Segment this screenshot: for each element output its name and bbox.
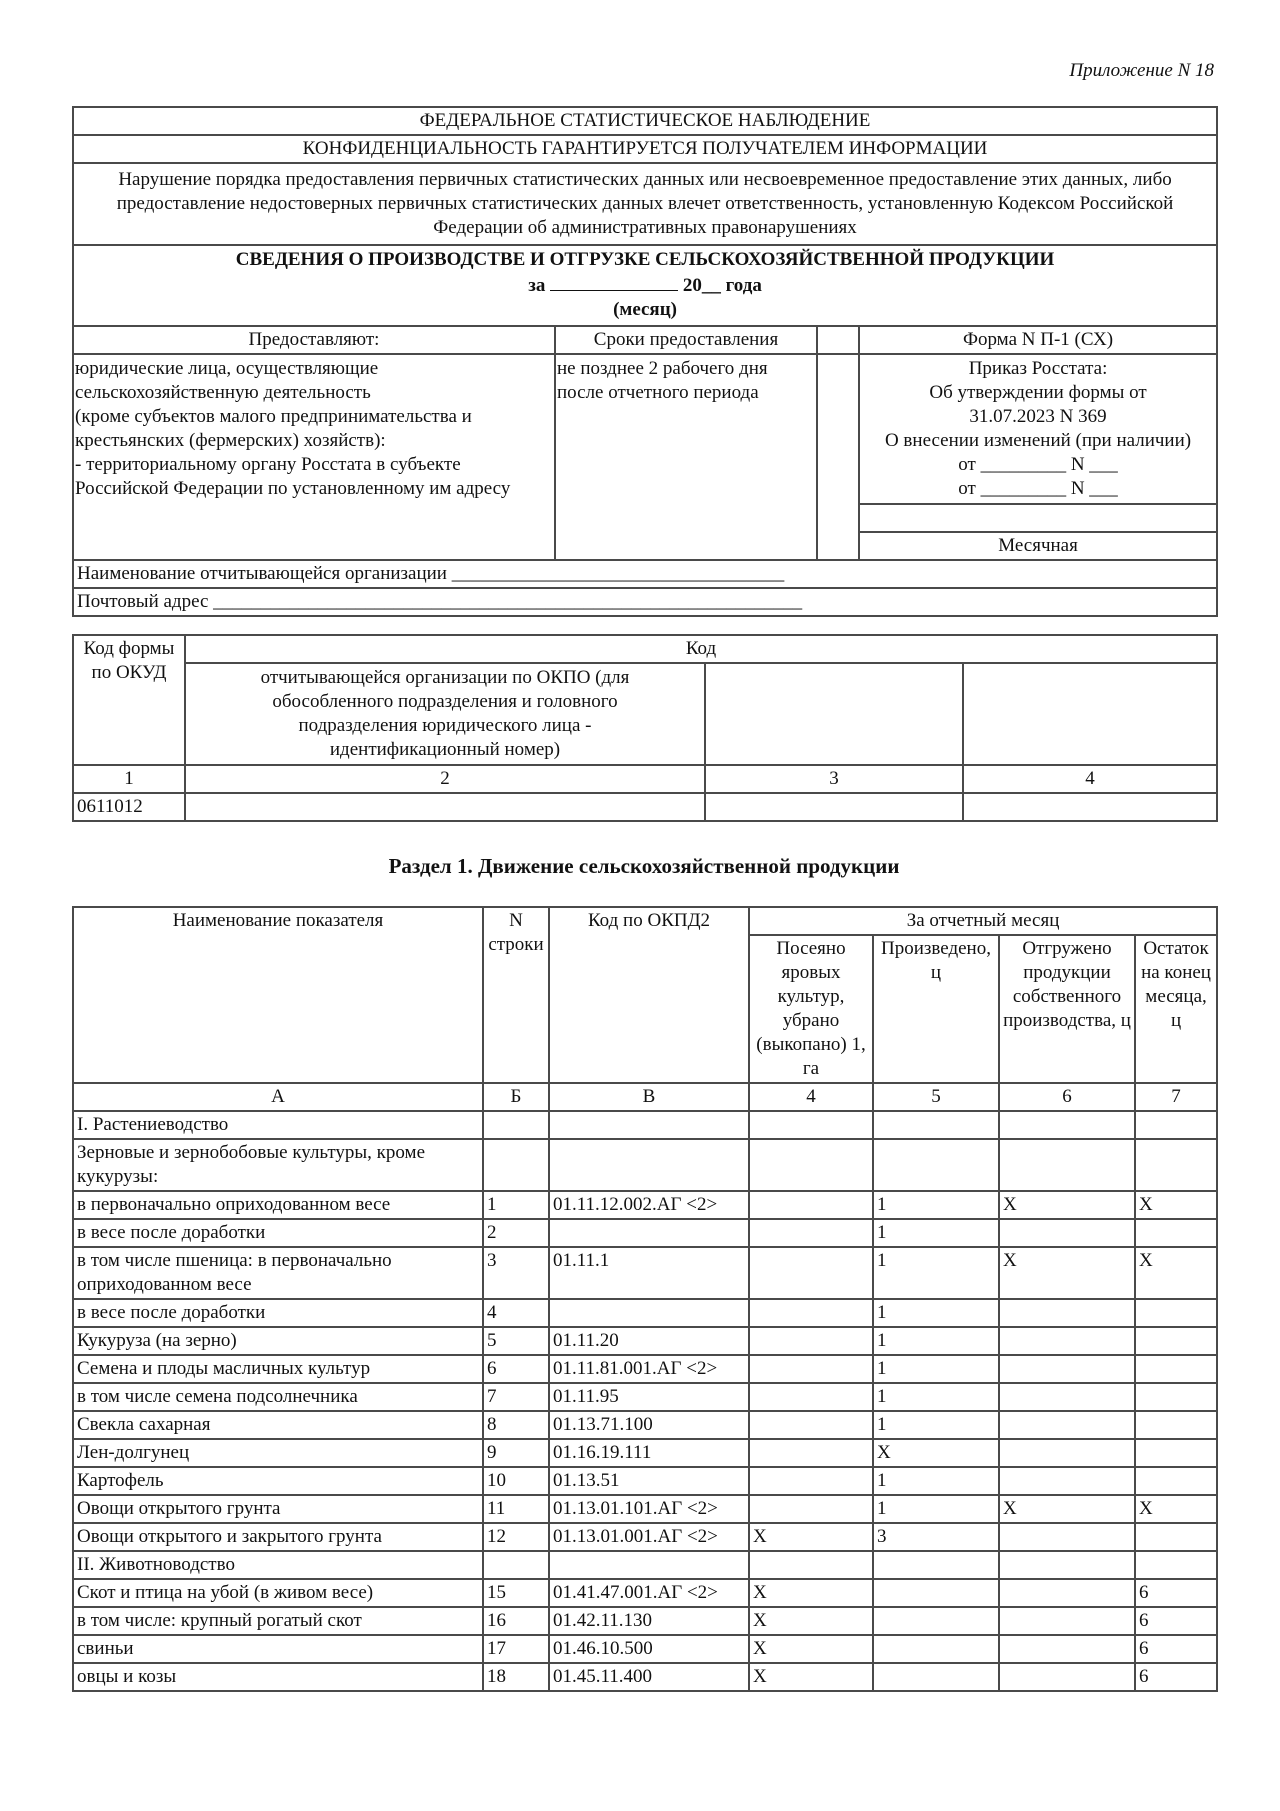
- th-okpd: Код по ОКПД2: [549, 907, 749, 1083]
- who-line: (кроме субъектов малого предпринимательства и: [75, 406, 472, 427]
- row-name: в первоначально оприходованном весе: [73, 1191, 483, 1219]
- period-line: [78, 272, 1212, 298]
- who-label: Предоставляют:: [73, 326, 555, 354]
- row-number: 15: [483, 1579, 549, 1607]
- row-produced[interactable]: [873, 1111, 999, 1139]
- org-name-field[interactable]: Наименование отчитывающейся организации ___________________________________: [73, 560, 1217, 588]
- row-produced: 3: [873, 1523, 999, 1551]
- row-name: Овощи открытого и закрытого грунта: [73, 1523, 483, 1551]
- row-sown[interactable]: [749, 1299, 873, 1327]
- row-remainder[interactable]: [1135, 1467, 1217, 1495]
- who-line: сельскохозяйственную деятельность: [75, 382, 371, 403]
- row-number: 18: [483, 1663, 549, 1691]
- liability-warning: Нарушение порядка предоставления первичных статистических данных или несвоевременное предоставление этих данных, либо предоставление недостоверных первичных статистических данных влечет ответственность, установленную Кодексом Российской Федерации об административных правонарушениях: [73, 163, 1217, 245]
- row-name: в весе после доработки: [73, 1219, 483, 1247]
- row-name: Лен-долгунец: [73, 1439, 483, 1467]
- row-shipped[interactable]: [999, 1411, 1135, 1439]
- column-letter: А: [73, 1083, 483, 1111]
- spacer-cell: [817, 354, 859, 560]
- row-okpd-code: 01.11.95: [549, 1383, 749, 1411]
- row-name: Картофель: [73, 1467, 483, 1495]
- th-month: За отчетный месяц: [749, 907, 1217, 935]
- who-line: юридические лица, осуществляющие: [75, 358, 379, 379]
- col-num: 4: [963, 765, 1217, 793]
- form-title: СВЕДЕНИЯ О ПРОИЗВОДСТВЕ И ОТГРУЗКЕ СЕЛЬСКОХОЗЯЙСТВЕННОЙ ПРОДУКЦИИ: [235, 249, 1055, 270]
- row-shipped[interactable]: [999, 1663, 1135, 1691]
- order-line: от _________ N ___: [958, 454, 1118, 475]
- table-row: [73, 1523, 1217, 1551]
- row-name: Зерновые и зернобобовые культуры, кроме кукурузы:: [73, 1139, 483, 1191]
- table-row: [73, 1299, 1217, 1327]
- form-label: Форма N П-1 (СХ): [859, 326, 1217, 354]
- row-remainder: 6: [1135, 1579, 1217, 1607]
- row-name: Семена и плоды масличных культур: [73, 1355, 483, 1383]
- row-name: в том числе семена подсолнечника: [73, 1383, 483, 1411]
- deadline-line: не позднее 2 рабочего дня: [557, 358, 768, 379]
- row-shipped[interactable]: [999, 1467, 1135, 1495]
- row-okpd-code: 01.11.1: [549, 1247, 749, 1299]
- row-shipped: X: [999, 1191, 1135, 1219]
- row-okpd-code: [549, 1111, 749, 1139]
- spacer-cell: [817, 326, 859, 354]
- table-row: [73, 1439, 1217, 1467]
- row-produced[interactable]: [873, 1551, 999, 1579]
- row-number: 16: [483, 1607, 549, 1635]
- row-number: 12: [483, 1523, 549, 1551]
- column-letter: В: [549, 1083, 749, 1111]
- row-sown: X: [749, 1523, 873, 1551]
- order-line: О внесении изменений (при наличии): [884, 430, 1192, 451]
- column-letters-row: [73, 1083, 1217, 1111]
- row-remainder[interactable]: [1135, 1327, 1217, 1355]
- row-remainder: X: [1135, 1495, 1217, 1523]
- row-produced: 1: [873, 1383, 999, 1411]
- row-okpd-code: 01.13.51: [549, 1467, 749, 1495]
- row-produced: 1: [873, 1191, 999, 1219]
- row-remainder[interactable]: [1135, 1383, 1217, 1411]
- period-prefix: за: [528, 275, 546, 296]
- postal-address-field[interactable]: Почтовый адрес ______________________________________________________________: [73, 588, 1217, 616]
- row-name: свиньи: [73, 1635, 483, 1663]
- row-number: 11: [483, 1495, 549, 1523]
- row-number: 9: [483, 1439, 549, 1467]
- code-col-3: [705, 663, 963, 765]
- row-produced: X: [873, 1439, 999, 1467]
- row-name: Овощи открытого грунта: [73, 1495, 483, 1523]
- row-number: 3: [483, 1247, 549, 1299]
- blank-cell: [859, 504, 1217, 532]
- row-okpd-code: [549, 1139, 749, 1191]
- row-shipped[interactable]: [999, 1383, 1135, 1411]
- row-sown: X: [749, 1607, 873, 1635]
- deadline-text: [555, 354, 817, 560]
- row-shipped[interactable]: [999, 1219, 1135, 1247]
- row-remainder[interactable]: [1135, 1411, 1217, 1439]
- row-sown[interactable]: [749, 1355, 873, 1383]
- row-produced: 1: [873, 1411, 999, 1439]
- period-month-label: (месяц): [613, 299, 677, 320]
- code-input-3[interactable]: [705, 793, 963, 821]
- table-row: [73, 1111, 1217, 1139]
- row-remainder: 6: [1135, 1607, 1217, 1635]
- code-col-4: [963, 663, 1217, 765]
- row-shipped[interactable]: [999, 1523, 1135, 1551]
- row-remainder[interactable]: [1135, 1355, 1217, 1383]
- month-blank[interactable]: [550, 272, 678, 291]
- who-line: - территориальному органу Росстата в субъекте: [75, 454, 461, 475]
- order-line: Об утверждении формы от: [929, 382, 1147, 403]
- column-letter: Б: [483, 1083, 549, 1111]
- row-okpd-code: [549, 1299, 749, 1327]
- row-okpd-code: 01.16.19.111: [549, 1439, 749, 1467]
- row-sown[interactable]: [749, 1219, 873, 1247]
- row-shipped[interactable]: [999, 1635, 1135, 1663]
- row-okpd-code: [549, 1551, 749, 1579]
- row-produced: 1: [873, 1355, 999, 1383]
- okpo-label: отчитывающейся организации по ОКПО (для обособленного подразделения и головного подразделения юридического лица - идентификационный номер): [185, 663, 705, 765]
- row-remainder[interactable]: [1135, 1439, 1217, 1467]
- th-line: N строки: [483, 907, 549, 1083]
- th-shipped: Отгружено продукции собственного производства, ц: [999, 935, 1135, 1083]
- order-line: от _________ N ___: [958, 478, 1118, 499]
- row-name: в весе после доработки: [73, 1299, 483, 1327]
- row-shipped: X: [999, 1247, 1135, 1299]
- row-produced: 1: [873, 1495, 999, 1523]
- table-row: [73, 1635, 1217, 1663]
- table-row: [73, 1663, 1217, 1691]
- periodicity: Месячная: [859, 532, 1217, 560]
- table-row: [73, 1327, 1217, 1355]
- row-sown: X: [749, 1635, 873, 1663]
- row-number: 10: [483, 1467, 549, 1495]
- row-sown: X: [749, 1663, 873, 1691]
- row-okpd-code: 01.41.47.001.АГ <2>: [549, 1579, 749, 1607]
- row-okpd-code: 01.13.71.100: [549, 1411, 749, 1439]
- row-produced: 1: [873, 1247, 999, 1299]
- table-row: [73, 1467, 1217, 1495]
- row-remainder[interactable]: [1135, 1299, 1217, 1327]
- table-row: [73, 1191, 1217, 1219]
- row-number: 5: [483, 1327, 549, 1355]
- who-text: [73, 354, 555, 560]
- table-row: [73, 1551, 1217, 1579]
- row-sown[interactable]: [749, 1247, 873, 1299]
- row-remainder: 6: [1135, 1635, 1217, 1663]
- row-sown[interactable]: [749, 1139, 873, 1191]
- table-row: [73, 1607, 1217, 1635]
- row-number: 6: [483, 1355, 549, 1383]
- column-letter: 7: [1135, 1083, 1217, 1111]
- federal-observation: ФЕДЕРАЛЬНОЕ СТАТИСТИЧЕСКОЕ НАБЛЮДЕНИЕ: [73, 107, 1217, 135]
- row-number: 4: [483, 1299, 549, 1327]
- col-num: 2: [185, 765, 705, 793]
- row-sown[interactable]: [749, 1383, 873, 1411]
- row-number: [483, 1551, 549, 1579]
- column-letter: 4: [749, 1083, 873, 1111]
- table-row: [73, 1579, 1217, 1607]
- row-name: II. Животноводство: [73, 1551, 483, 1579]
- section-title: Раздел 1. Движение сельскохозяйственной продукции: [388, 854, 900, 878]
- row-okpd-code: 01.11.12.002.АГ <2>: [549, 1191, 749, 1219]
- row-sown[interactable]: [749, 1191, 873, 1219]
- row-okpd-code: 01.46.10.500: [549, 1635, 749, 1663]
- deadline-label: Сроки предоставления: [555, 326, 817, 354]
- deadline-line: после отчетного периода: [557, 382, 759, 403]
- row-number: [483, 1111, 549, 1139]
- code-input-4[interactable]: [963, 793, 1217, 821]
- code-label: Код: [185, 635, 1217, 663]
- row-produced: 1: [873, 1467, 999, 1495]
- row-sown[interactable]: [749, 1411, 873, 1439]
- row-remainder[interactable]: [1135, 1139, 1217, 1191]
- row-shipped[interactable]: [999, 1551, 1135, 1579]
- period-year: 20__ года: [682, 275, 762, 296]
- row-produced[interactable]: [873, 1579, 999, 1607]
- row-shipped[interactable]: [999, 1299, 1135, 1327]
- appendix-label: Приложение N 18: [1069, 60, 1214, 81]
- confidentiality: КОНФИДЕНЦИАЛЬНОСТЬ ГАРАНТИРУЕТСЯ ПОЛУЧАТЕЛЕМ ИНФОРМАЦИИ: [73, 135, 1217, 163]
- who-line: Российской Федерации по установленному им адресу: [75, 478, 511, 499]
- row-okpd-code: 01.11.81.001.АГ <2>: [549, 1355, 749, 1383]
- row-number: 17: [483, 1635, 549, 1663]
- row-remainder[interactable]: [1135, 1523, 1217, 1551]
- table-row: [73, 1411, 1217, 1439]
- row-name: в том числе: крупный рогатый скот: [73, 1607, 483, 1635]
- row-okpd-code: 01.42.11.130: [549, 1607, 749, 1635]
- okud-label: Код формы по ОКУД: [73, 635, 185, 765]
- row-okpd-code: 01.13.01.001.АГ <2>: [549, 1523, 749, 1551]
- row-shipped[interactable]: [999, 1139, 1135, 1191]
- th-produced: Произведено, ц: [873, 935, 999, 1083]
- row-shipped[interactable]: [999, 1439, 1135, 1467]
- row-shipped[interactable]: [999, 1607, 1135, 1635]
- row-sown[interactable]: [749, 1439, 873, 1467]
- row-shipped[interactable]: [999, 1111, 1135, 1139]
- column-letter: 5: [873, 1083, 999, 1111]
- row-remainder[interactable]: [1135, 1551, 1217, 1579]
- form-title-block: [73, 245, 1217, 326]
- table-row: [73, 1383, 1217, 1411]
- row-remainder: X: [1135, 1191, 1217, 1219]
- section1-table: [72, 906, 1218, 1692]
- row-name: Свекла сахарная: [73, 1411, 483, 1439]
- who-line: крестьянских (фермерских) хозяйств):: [75, 430, 386, 451]
- col-num: 3: [705, 765, 963, 793]
- order-line: Приказ Росстата:: [968, 358, 1108, 379]
- row-name: Скот и птица на убой (в живом весе): [73, 1579, 483, 1607]
- row-okpd-code: 01.11.20: [549, 1327, 749, 1355]
- row-okpd-code: 01.45.11.400: [549, 1663, 749, 1691]
- row-shipped[interactable]: [999, 1327, 1135, 1355]
- okpo-input[interactable]: [185, 793, 705, 821]
- column-letter: 6: [999, 1083, 1135, 1111]
- row-number: 7: [483, 1383, 549, 1411]
- row-remainder[interactable]: [1135, 1219, 1217, 1247]
- row-remainder: 6: [1135, 1663, 1217, 1691]
- table-row: [73, 1355, 1217, 1383]
- table-row: [73, 1495, 1217, 1523]
- row-produced[interactable]: [873, 1139, 999, 1191]
- row-shipped: X: [999, 1495, 1135, 1523]
- row-name: Кукуруза (на зерно): [73, 1327, 483, 1355]
- row-name: в том числе пшеница: в первоначально оприходованном весе: [73, 1247, 483, 1299]
- row-sown[interactable]: [749, 1111, 873, 1139]
- row-produced[interactable]: [873, 1607, 999, 1635]
- table-row: [73, 1247, 1217, 1299]
- okud-value: 0611012: [73, 793, 185, 821]
- th-sown: Посеяно яровых культур, убрано (выкопано) 1, га: [749, 935, 873, 1083]
- th-name: Наименование показателя: [73, 907, 483, 1083]
- row-name: I. Растениеводство: [73, 1111, 483, 1139]
- table-row: [73, 1139, 1217, 1191]
- table-row: [73, 1219, 1217, 1247]
- row-remainder: X: [1135, 1247, 1217, 1299]
- row-number: 8: [483, 1411, 549, 1439]
- form-header-table: [72, 106, 1218, 617]
- row-sown[interactable]: [749, 1467, 873, 1495]
- order-text: [859, 354, 1217, 504]
- row-number: 2: [483, 1219, 549, 1247]
- row-shipped[interactable]: [999, 1355, 1135, 1383]
- row-produced: 1: [873, 1327, 999, 1355]
- row-sown: X: [749, 1579, 873, 1607]
- codes-table: [72, 634, 1218, 822]
- row-okpd-code: 01.13.01.101.АГ <2>: [549, 1495, 749, 1523]
- row-number: [483, 1139, 549, 1191]
- th-remainder: Остаток на конец месяца, ц: [1135, 935, 1217, 1083]
- row-produced[interactable]: [873, 1635, 999, 1663]
- order-line: 31.07.2023 N 369: [969, 406, 1107, 427]
- row-sown[interactable]: [749, 1551, 873, 1579]
- row-produced: 1: [873, 1299, 999, 1327]
- row-produced[interactable]: [873, 1663, 999, 1691]
- row-sown[interactable]: [749, 1327, 873, 1355]
- row-okpd-code: [549, 1219, 749, 1247]
- row-number: 1: [483, 1191, 549, 1219]
- row-produced: 1: [873, 1219, 999, 1247]
- row-remainder[interactable]: [1135, 1111, 1217, 1139]
- row-sown[interactable]: [749, 1495, 873, 1523]
- col-num: 1: [73, 765, 185, 793]
- row-name: овцы и козы: [73, 1663, 483, 1691]
- row-shipped[interactable]: [999, 1579, 1135, 1607]
